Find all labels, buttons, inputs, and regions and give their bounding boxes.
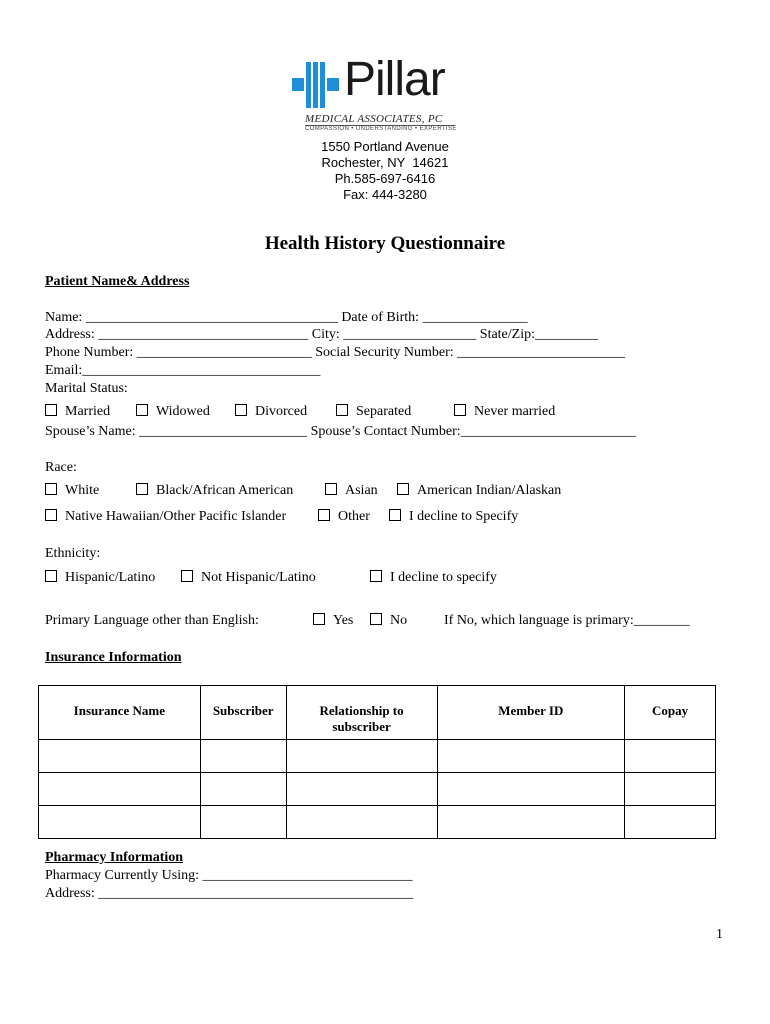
ethnicity-option-decline[interactable]: I decline to specify — [370, 570, 497, 586]
pharmacy-name-field[interactable]: Pharmacy Currently Using: ______________________________ — [45, 868, 413, 883]
checkbox-icon[interactable] — [325, 483, 337, 495]
checkbox-icon[interactable] — [136, 483, 148, 495]
table-cell[interactable] — [200, 740, 286, 773]
checkbox-icon[interactable] — [370, 613, 382, 625]
language-option-no[interactable]: No — [370, 613, 407, 629]
marital-option-widowed[interactable]: Widowed — [136, 404, 210, 420]
ethnicity-option-not-hispanic[interactable]: Not Hispanic/Latino — [181, 570, 316, 586]
spouse-fields[interactable]: Spouse’s Name: ________________________ Spouse’s Contact Number:_________________________ — [45, 424, 636, 439]
checkbox-icon[interactable] — [454, 404, 466, 416]
logo-cross-vertical — [306, 62, 311, 108]
table-cell[interactable] — [200, 806, 286, 839]
table-cell[interactable] — [286, 740, 437, 773]
header-address-street: 1550 Portland Avenue — [321, 139, 449, 154]
checkbox-icon[interactable] — [136, 404, 148, 416]
checkbox-icon[interactable] — [313, 613, 325, 625]
table-cell[interactable] — [437, 773, 625, 806]
table-cell[interactable] — [625, 773, 716, 806]
checkbox-icon[interactable] — [235, 404, 247, 416]
marital-option-separated[interactable]: Separated — [336, 404, 411, 420]
marital-option-never-married[interactable]: Never married — [454, 404, 555, 420]
checkbox-icon[interactable] — [45, 404, 57, 416]
race-label: Race: — [45, 460, 77, 475]
header-address-city: Rochester, NY 14621 — [321, 155, 449, 170]
column-header-copay: Copay — [625, 686, 716, 740]
race-option-asian[interactable]: Asian — [325, 483, 378, 499]
logo-tagline: COMPASSION • UNDERSTANDING • EXPERTISE — [305, 126, 457, 132]
header-fax: Fax: 444-3280 — [343, 187, 427, 202]
language-followup-field[interactable]: If No, which language is primary:________ — [444, 613, 690, 628]
logo-subtitle: MEDICAL ASSOCIATES, PC — [305, 113, 443, 125]
table-row — [39, 806, 716, 839]
insurance-table — [38, 685, 716, 839]
checkbox-icon[interactable] — [336, 404, 348, 416]
patient-section-heading: Patient Name& Address — [45, 274, 190, 289]
page-title: Health History Questionnaire — [264, 233, 506, 254]
checkbox-icon[interactable] — [389, 509, 401, 521]
checkbox-icon[interactable] — [181, 570, 193, 582]
race-option-native-hawaiian[interactable]: Native Hawaiian/Other Pacific Islander — [45, 509, 286, 525]
insurance-section-heading: Insurance Information — [45, 650, 182, 665]
pharmacy-section-heading: Pharmacy Information — [45, 850, 184, 865]
race-option-white[interactable]: White — [45, 483, 99, 499]
checkbox-icon[interactable] — [45, 570, 57, 582]
address-city-state-field[interactable]: Address: ______________________________ City: ___________________ State/Zip:_________ — [45, 327, 598, 342]
checkbox-icon[interactable] — [370, 570, 382, 582]
race-option-american-indian[interactable]: American Indian/Alaskan — [397, 483, 561, 499]
race-option-decline[interactable]: I decline to Specify — [389, 509, 518, 525]
logo-cross-arm-right — [327, 78, 339, 91]
insurance-table-header — [39, 686, 716, 740]
table-cell[interactable] — [625, 806, 716, 839]
marital-option-married[interactable]: Married — [45, 404, 110, 420]
name-dob-field[interactable]: Name: ____________________________________ Date of Birth: _______________ — [45, 310, 528, 325]
checkbox-icon[interactable] — [45, 509, 57, 521]
logo-cross-vertical-2 — [313, 62, 318, 108]
language-label: Primary Language other than English: — [45, 613, 259, 628]
checkbox-icon[interactable] — [397, 483, 409, 495]
pillar-logo — [292, 53, 482, 136]
phone-ssn-field[interactable]: Phone Number: _________________________ Social Security Number: ________________________ — [45, 345, 626, 360]
table-cell[interactable] — [286, 806, 437, 839]
logo-wordmark: Pillar — [344, 53, 445, 106]
race-option-black[interactable]: Black/African American — [136, 483, 293, 499]
table-cell[interactable] — [437, 740, 625, 773]
logo-cross-arm-left — [292, 78, 304, 91]
column-header-insurance-name: Insurance Name — [39, 686, 201, 740]
table-cell[interactable] — [200, 773, 286, 806]
ethnicity-option-hispanic[interactable]: Hispanic/Latino — [45, 570, 155, 586]
header-phone: Ph.585-697-6416 — [334, 171, 436, 186]
table-cell[interactable] — [39, 806, 201, 839]
table-cell[interactable] — [437, 806, 625, 839]
logo-cross-vertical-3 — [320, 62, 325, 108]
ethnicity-label: Ethnicity: — [45, 546, 101, 561]
language-option-yes[interactable]: Yes — [313, 613, 353, 629]
page-number: 1 — [716, 927, 723, 942]
race-option-other[interactable]: Other — [318, 509, 370, 525]
email-field[interactable]: Email:__________________________________ — [45, 363, 321, 378]
checkbox-icon[interactable] — [45, 483, 57, 495]
column-header-relationship: Relationship to subscriber — [286, 686, 437, 740]
table-row — [39, 773, 716, 806]
table-cell[interactable] — [39, 773, 201, 806]
table-cell[interactable] — [39, 740, 201, 773]
column-header-member-id: Member ID — [437, 686, 625, 740]
table-cell[interactable] — [286, 773, 437, 806]
table-cell[interactable] — [625, 740, 716, 773]
column-header-subscriber: Subscriber — [200, 686, 286, 740]
marital-option-divorced[interactable]: Divorced — [235, 404, 307, 420]
marital-status-label: Marital Status: — [45, 381, 128, 396]
checkbox-icon[interactable] — [318, 509, 330, 521]
pharmacy-address-field[interactable]: Address: _____________________________________________ — [45, 886, 414, 901]
table-row — [39, 740, 716, 773]
